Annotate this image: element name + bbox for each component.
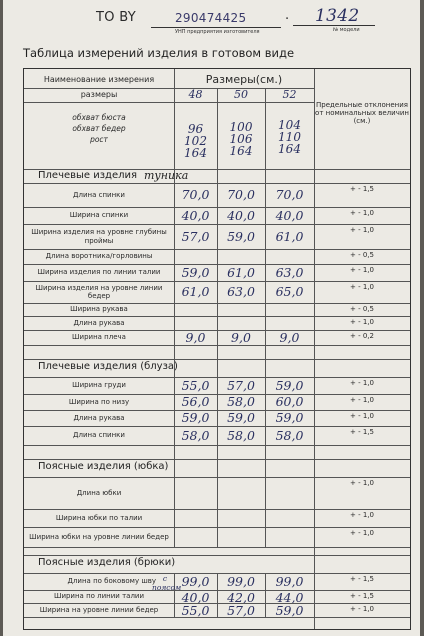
measurement-name: Ширина рукава xyxy=(70,305,128,314)
measurement-value: 59,0 xyxy=(227,410,255,425)
measurement-value: 56,0 xyxy=(181,394,210,409)
body-value: 102 xyxy=(184,134,207,148)
measurement-value: 55,0 xyxy=(181,603,210,618)
tolerance-value: + - 1,0 xyxy=(350,396,374,404)
measurement-value: 61,0 xyxy=(275,228,304,244)
measurement-value: 70,0 xyxy=(181,187,210,202)
section-title: Поясные изделия (брюки) xyxy=(38,557,176,568)
measurement-value: 40,0 xyxy=(227,207,255,223)
body-row-label: обхват бедер xyxy=(72,123,126,133)
measurement-value: 9,0 xyxy=(231,330,251,345)
body-row-label: рост xyxy=(90,134,108,144)
tolerance-value: + - 1,5 xyxy=(350,185,374,193)
measurement-name: Ширина юбки на уровне линии бедер xyxy=(29,532,169,541)
measurement-name: Ширина изделия по линии талии xyxy=(37,268,161,277)
measurement-value: 99,0 xyxy=(181,573,210,589)
measurement-name: Длина рукава xyxy=(73,318,125,327)
measurement-name: Ширина плеча xyxy=(72,333,126,342)
tolerance-value: + - 1,5 xyxy=(350,592,374,600)
measurement-value: 61,0 xyxy=(227,264,255,280)
col-divider xyxy=(217,477,218,547)
body-value: 104 xyxy=(278,118,301,132)
measurement-name: Ширина изделия на уровне линии бедер xyxy=(35,283,163,300)
measurement-value: 60,0 xyxy=(275,394,304,409)
measurement-value: 99,0 xyxy=(227,573,255,589)
tolerance-value: + - 1,0 xyxy=(350,511,374,519)
measurement-value: 58,0 xyxy=(181,427,210,443)
body-value: 164 xyxy=(184,146,207,160)
measurement-value: 58,0 xyxy=(227,394,255,409)
tolerance-value: + - 0,5 xyxy=(350,251,374,259)
tolerance-value: + - 1,0 xyxy=(350,605,374,613)
body-value: 164 xyxy=(229,144,253,158)
body-row-label: обхват бюста xyxy=(72,112,126,122)
measurement-name: Длина юбки xyxy=(76,488,122,497)
col-divider xyxy=(265,477,266,547)
measurement-value: 63,0 xyxy=(227,284,255,299)
measurement-value: 59,0 xyxy=(181,410,210,425)
measurement-name: Длина рукава xyxy=(73,413,125,422)
section-title: Плечевые изделия xyxy=(38,170,138,181)
unp-caption: УНП предприятия изготовителя xyxy=(175,29,260,35)
measurement-value: 9,0 xyxy=(185,330,206,345)
tolerance-value: + - 1,0 xyxy=(350,412,374,420)
measurement-value: 59,0 xyxy=(275,603,304,618)
row-divider xyxy=(24,345,410,346)
tolerance-column-header: Предельные отклонения от номинальных величин (см.) xyxy=(315,100,409,126)
measurement-name: Ширина спинки xyxy=(69,211,129,220)
size-50: 50 xyxy=(234,88,248,101)
sizes-row-label: размеры xyxy=(80,90,118,100)
tolerance-value: + - 1,0 xyxy=(350,226,374,234)
measurement-name: Длина спинки xyxy=(73,190,125,199)
tolerance-value: + - 1,5 xyxy=(350,428,374,436)
row-divider xyxy=(24,617,410,618)
measurement-value: 59,0 xyxy=(181,264,210,280)
measurement-value: 40,0 xyxy=(181,207,210,223)
measurement-value: 99,0 xyxy=(275,573,304,589)
model-underline xyxy=(293,25,375,26)
section-note: туника xyxy=(144,169,189,182)
measurement-value: 42,0 xyxy=(227,590,255,605)
measurement-value: 70,0 xyxy=(275,187,304,202)
measurement-value: 58,0 xyxy=(275,427,304,443)
size-48: 48 xyxy=(188,88,203,101)
measurement-value: 61,0 xyxy=(181,284,210,299)
body-value: 100 xyxy=(229,120,253,134)
body-value: 106 xyxy=(229,132,253,146)
body-value: 96 xyxy=(187,122,204,136)
section-title: Поясные изделия (юбка) xyxy=(38,461,169,472)
measurement-name: Ширина по низу xyxy=(68,397,130,406)
measurement-name: Ширина изделия на уровне глубины проймы xyxy=(31,228,167,245)
measurement-value: 59,0 xyxy=(275,410,304,425)
measurement-value: 70,0 xyxy=(227,187,255,202)
measurement-table xyxy=(23,68,411,630)
row-divider xyxy=(24,359,410,360)
measurement-value: 57,0 xyxy=(181,228,210,244)
measurement-name: Длина по боковому шву xyxy=(67,577,156,586)
measurement-value: 57,0 xyxy=(227,603,255,618)
tolerance-value: + - 1,0 xyxy=(350,529,374,537)
measurement-name: Ширина по линии талии xyxy=(53,592,145,601)
model-caption: № модели xyxy=(333,27,360,33)
dot-separator: . xyxy=(285,8,290,23)
measurement-value: 65,0 xyxy=(275,284,304,299)
measurement-value: 44,0 xyxy=(275,590,304,605)
tolerance-value: + - 0,2 xyxy=(350,332,374,340)
section-title: Плечевые изделия (блуза) xyxy=(38,361,178,372)
sizes-column-header: Размеры(см.) xyxy=(205,72,283,86)
document-sheet xyxy=(3,0,420,636)
tolerance-value: + - 1,0 xyxy=(350,266,374,274)
model-value: 1342 xyxy=(315,6,360,26)
unp-value: 290474425 xyxy=(175,11,247,25)
measurement-value: 55,0 xyxy=(181,377,210,393)
unp-underline xyxy=(151,27,281,28)
row-divider xyxy=(24,459,410,460)
measurement-value: 58,0 xyxy=(227,427,255,443)
tolerance-value: + - 1,0 xyxy=(350,283,374,291)
page-title: Таблица измерений изделия в готовом виде xyxy=(23,46,295,60)
body-value: 164 xyxy=(278,142,301,156)
tolerance-value: + - 1,0 xyxy=(350,318,374,326)
tolerance-value: + - 0,5 xyxy=(350,305,374,313)
measurement-note: с поясом xyxy=(152,574,182,592)
to-by-label: TO BY xyxy=(96,10,136,25)
measurement-value: 40,0 xyxy=(275,207,304,223)
tolerance-value: + - 1,0 xyxy=(350,479,374,487)
row-divider xyxy=(24,102,314,103)
tolerance-value: + - 1,0 xyxy=(350,209,374,217)
row-divider xyxy=(24,445,410,446)
measurement-value: 59,0 xyxy=(275,377,304,393)
col-divider xyxy=(174,477,175,547)
body-value: 110 xyxy=(278,130,301,144)
name-column-header: Наименование измерения xyxy=(43,75,155,85)
measurement-value: 9,0 xyxy=(279,330,300,345)
measurement-name: Длина спинки xyxy=(73,431,125,440)
measurement-name: Ширина на уровне линии бедер xyxy=(39,605,159,614)
tolerance-value: + - 1,0 xyxy=(350,379,374,387)
measurement-name: Ширина груди xyxy=(72,381,126,390)
row-divider xyxy=(24,555,410,556)
measurement-value: 57,0 xyxy=(227,377,255,393)
tolerance-value: + - 1,5 xyxy=(350,575,374,583)
measurement-name: Длина воротника/горловины xyxy=(45,252,153,261)
size-52: 52 xyxy=(282,88,297,101)
row-divider xyxy=(24,547,410,548)
col-divider xyxy=(314,69,315,629)
measurement-value: 59,0 xyxy=(227,228,255,244)
measurement-value: 63,0 xyxy=(275,264,304,280)
measurement-name: Ширина юбки по талии xyxy=(55,513,143,522)
measurement-value: 40,0 xyxy=(181,590,210,605)
